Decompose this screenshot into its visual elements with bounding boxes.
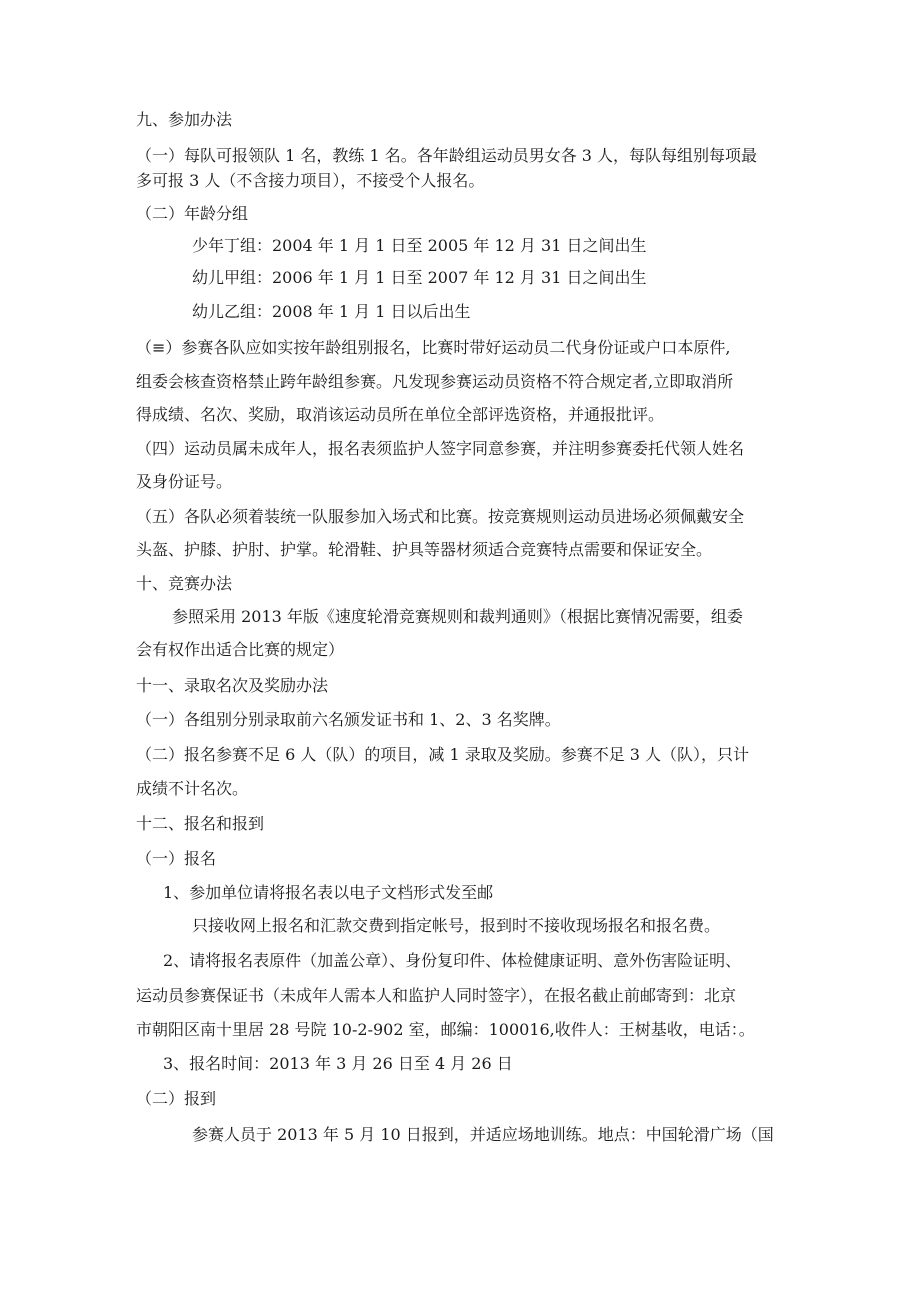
paragraph-line: （一）各组别分别录取前六名颁发证书和 1、2、3 名奖牌。 <box>136 710 561 729</box>
paragraph-line: （一）报名 <box>136 849 217 868</box>
section-11-heading: 十一、录取名次及奖励办法 <box>136 676 329 695</box>
paragraph-line: （一）每队可报领队 1 名，教练 1 名。各年龄组运动员男女各 3 人，每队每组别每项最 <box>136 146 758 165</box>
paragraph-line: 市朝阳区南十里居 28 号院 10-2-902 室，邮编：100016,收件人：王树基收，电话：。 <box>136 1020 755 1039</box>
paragraph-line: （≡）参赛各队应如实按年龄组别报名，比赛时带好运动员二代身份证或户口本原件, <box>136 338 731 357</box>
paragraph-line: 多可报 3 人（不含接力项目），不接受个人报名。 <box>136 171 485 190</box>
section-10-heading: 十、竞赛办法 <box>136 574 233 593</box>
paragraph-line: （二）报到 <box>136 1089 217 1108</box>
paragraph-line: （五）各队必须着装统一队服参加入场式和比赛。按竞赛规则运动员进场必须佩戴安全 <box>136 507 745 526</box>
paragraph-line: 组委会核查资格禁止跨年龄组参赛。凡发现参赛运动员资格不符合规定者,立即取消所 <box>136 372 734 391</box>
paragraph-line: 参赛人员于 2013 年 5 月 10 日报到，并适应场地训练。地点：中国轮滑广场（国 <box>192 1125 774 1144</box>
age-group-line: 少年丁组：2004 年 1 月 1 日至 2005 年 12 月 31 日之间出生 <box>192 236 647 255</box>
paragraph-line: 及身份证号。 <box>136 472 233 491</box>
paragraph-line: （二）年龄分组 <box>136 204 249 223</box>
section-12-heading: 十二、报名和报到 <box>136 814 265 833</box>
paragraph-line: 会有权作出适合比赛的规定） <box>136 640 345 659</box>
age-group-line: 幼儿乙组：2008 年 1 月 1 日以后出生 <box>192 302 471 321</box>
paragraph-line: 参照采用 2013 年版《速度轮滑竞赛规则和裁判通则》（根据比赛情况需要，组委 <box>172 607 743 626</box>
paragraph-line: 得成绩、名次、奖励，取消该运动员所在单位全部评选资格，并通报批评。 <box>136 405 665 424</box>
paragraph-line: 1、参加单位请将报名表以电子文档形式发至邮 <box>163 883 494 902</box>
paragraph-line: 2、请将报名表原件（加盖公章）、身份复印件、体检健康证明、意外伤害险证明、 <box>163 951 742 970</box>
paragraph-line: 3、报名时间：2013 年 3 月 26 日至 4 月 26 日 <box>163 1054 513 1073</box>
section-9-heading: 九、参加办法 <box>136 110 233 129</box>
paragraph-line: 成绩不计名次。 <box>136 779 249 798</box>
age-group-line: 幼儿甲组：2006 年 1 月 1 日至 2007 年 12 月 31 日之间出生 <box>192 268 647 287</box>
paragraph-line: 运动员参赛保证书（未成年人需本人和监护人同时签字），在报名截止前邮寄到：北京 <box>136 986 737 1005</box>
paragraph-line: 只接收网上报名和汇款交费到指定帐号，报到时不接收现场报名和报名费。 <box>192 916 721 935</box>
paragraph-line: （四）运动员属未成年人，报名表须监护人签字同意参赛，并注明参赛委托代领人姓名 <box>136 439 745 458</box>
paragraph-line: 头盔、护膝、护肘、护掌。轮滑鞋、护具等器材须适合竞赛特点需要和保证安全。 <box>136 540 713 559</box>
paragraph-line: （二）报名参赛不足 6 人（队）的项目，减 1 录取及奖励。参赛不足 3 人（队），只计 <box>136 745 750 764</box>
